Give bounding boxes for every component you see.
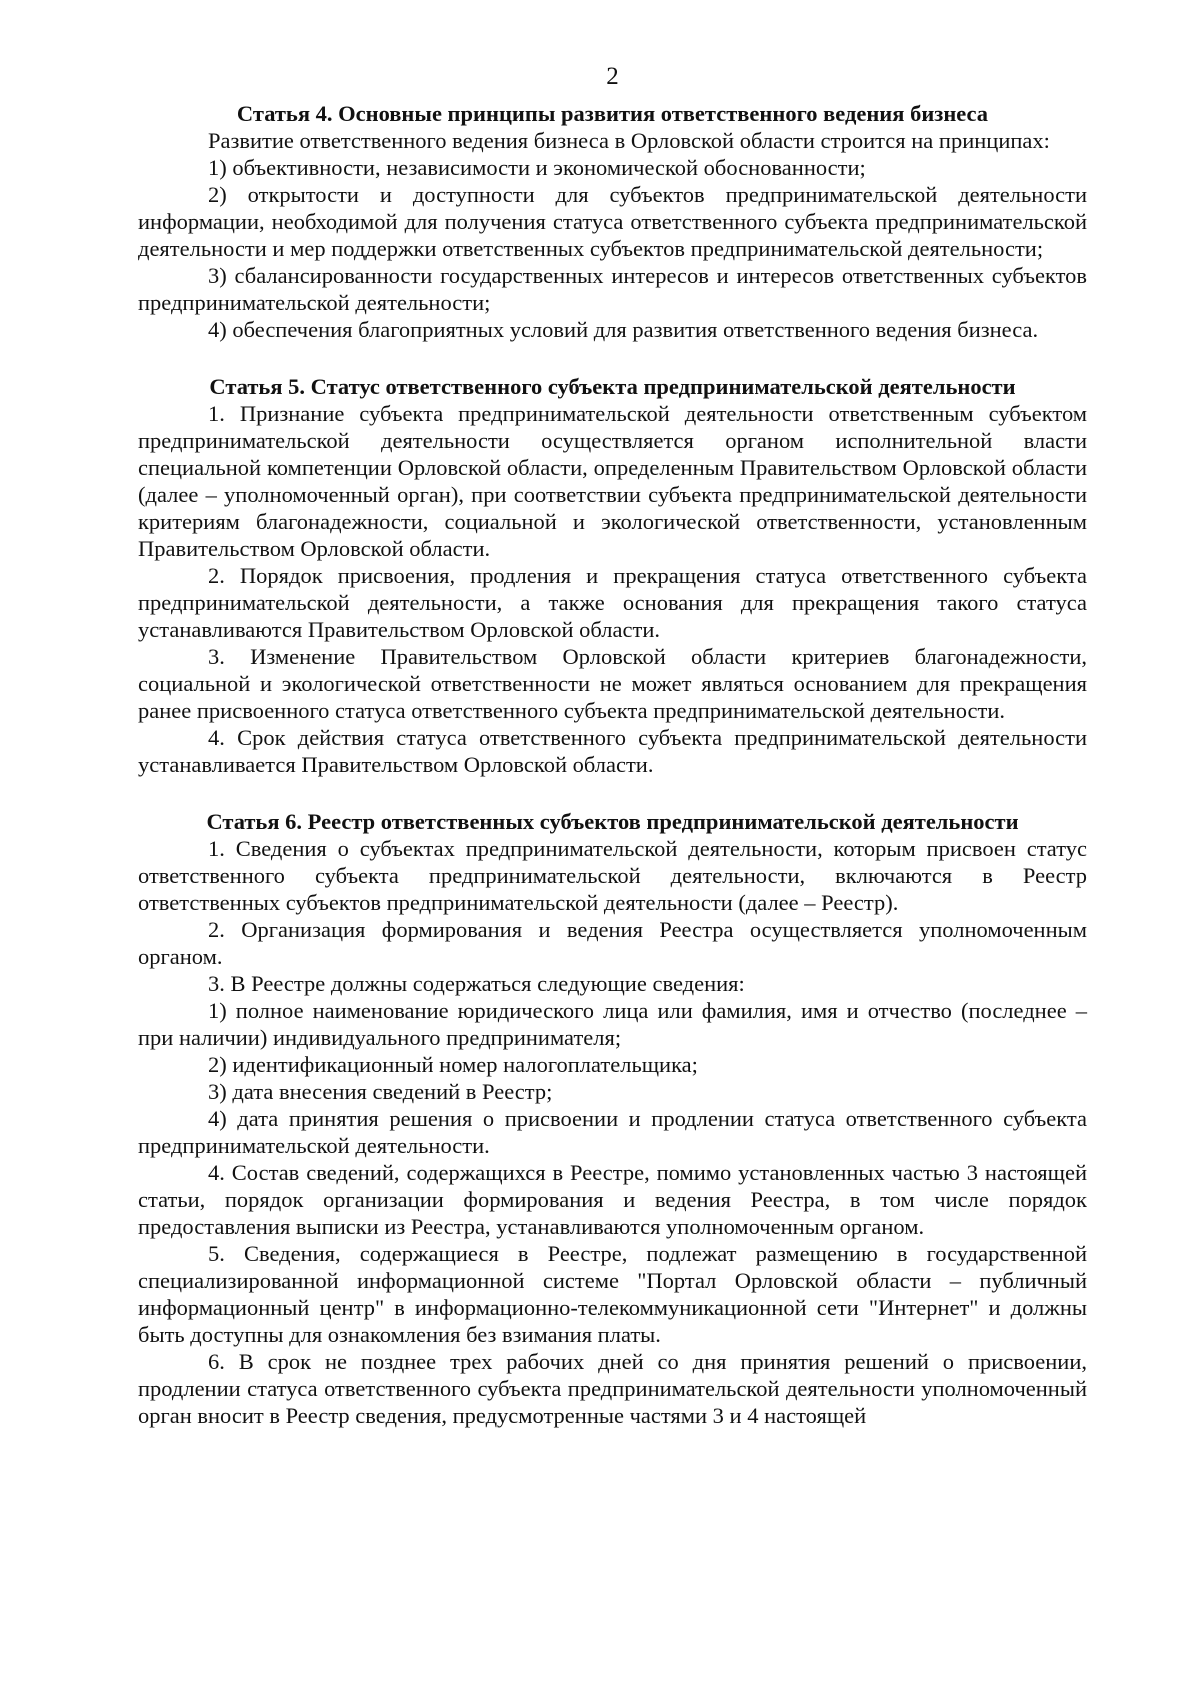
article-6-paragraph: 3. В Реестре должны содержаться следующие сведения: bbox=[208, 971, 745, 996]
article-4-paragraph: 4) обеспечения благоприятных условий для развития ответственного ведения бизнеса. bbox=[208, 317, 1039, 342]
article-4-heading: Статья 4. Основные принципы развития ответственного ведения бизнеса bbox=[236, 101, 989, 126]
article-5-paragraph: 4. Срок действия статуса ответственного субъекта предпринимательской деятельности устанавливается Правительством Орловской области. bbox=[138, 725, 1087, 777]
article-5-heading: Статья 5. Статус ответственного субъекта предпринимательской деятельности bbox=[209, 374, 1016, 399]
article-4-paragraph: 2) открытости и доступности для субъектов предпринимательской деятельности информации, необходимой для получения статуса ответственного субъекта предпринимательской деятельности и мер поддержки ответственных субъектов предпринимательской деятельности; bbox=[138, 182, 1087, 261]
article-6-paragraph: 2. Организация формирования и ведения Реестра осуществляется уполномоченным органом. bbox=[138, 917, 1087, 969]
article-6-paragraph: 1. Сведения о субъектах предпринимательской деятельности, которым присвоен статус ответственного субъекта предпринимательской деятельности, включаются в Реестр ответственных субъектов предпринимательской деятельности (далее – Реестр). bbox=[138, 836, 1087, 915]
article-6 bbox=[138, 808, 1087, 1429]
article-5-paragraph: 1. Признание субъекта предпринимательской деятельности ответственным субъектом предпринимательской деятельности осуществляется органом исполнительной власти специальной компетенции Орловской области, определенным Правительством Орловской области (далее – уполномоченный орган), при соответствии субъекта предпринимательской деятельности критериям благонадежности, социальной и экологической ответственности, установленным Правительством Орловской области. bbox=[138, 401, 1087, 561]
article-4-paragraph: 1) объективности, независимости и экономической обоснованности; bbox=[208, 155, 866, 180]
article-4-paragraph: Развитие ответственного ведения бизнеса в Орловской области строится на принципах: bbox=[208, 128, 1050, 153]
article-6-paragraph: 2) идентификационный номер налогоплательщика; bbox=[208, 1052, 698, 1077]
article-4-paragraph: 3) сбалансированности государственных интересов и интересов ответственных субъектов предпринимательской деятельности; bbox=[138, 263, 1087, 315]
page-number: 2 bbox=[606, 63, 619, 90]
article-5-paragraph: 3. Изменение Правительством Орловской области критериев благонадежности, социальной и экологической ответственности не может являться основанием для прекращения ранее присвоенного статуса ответственного субъекта предпринимательской деятельности. bbox=[138, 644, 1087, 723]
article-6-heading: Статья 6. Реестр ответственных субъектов предпринимательской деятельности bbox=[206, 809, 1019, 834]
article-5 bbox=[138, 373, 1087, 778]
article-6-paragraph: 3) дата внесения сведений в Реестр; bbox=[208, 1079, 553, 1104]
article-6-paragraph: 6. В срок не позднее трех рабочих дней со дня принятия решений о присвоении, продлении статуса ответственного субъекта предпринимательской деятельности уполномоченный орган вносит в Реестр сведения, предусмотренные частями 3 и 4 настоящей bbox=[138, 1349, 1087, 1428]
article-6-paragraph: 5. Сведения, содержащиеся в Реестре, подлежат размещению в государственной специализированной информационной системе "Портал Орловской области – публичный информационный центр" в информационно-телекоммуникационной сети "Интернет" и должны быть доступны для ознакомления без взимания платы. bbox=[138, 1241, 1087, 1347]
article-6-paragraph: 4. Состав сведений, содержащихся в Реестре, помимо установленных частью 3 настоящей статьи, порядок организации формирования и ведения Реестра, в том числе порядок предоставления выписки из Реестра, устанавливаются уполномоченным органом. bbox=[138, 1160, 1087, 1239]
article-6-paragraph: 4) дата принятия решения о присвоении и продлении статуса ответственного субъекта предпринимательской деятельности. bbox=[138, 1106, 1087, 1158]
article-6-paragraph: 1) полное наименование юридического лица или фамилия, имя и отчество (последнее – при наличии) индивидуального предпринимателя; bbox=[138, 998, 1087, 1050]
article-5-paragraph: 2. Порядок присвоения, продления и прекращения статуса ответственного субъекта предпринимательской деятельности, а также основания для прекращения такого статуса устанавливаются Правительством Орловской области. bbox=[138, 563, 1087, 642]
article-4 bbox=[138, 100, 1087, 343]
